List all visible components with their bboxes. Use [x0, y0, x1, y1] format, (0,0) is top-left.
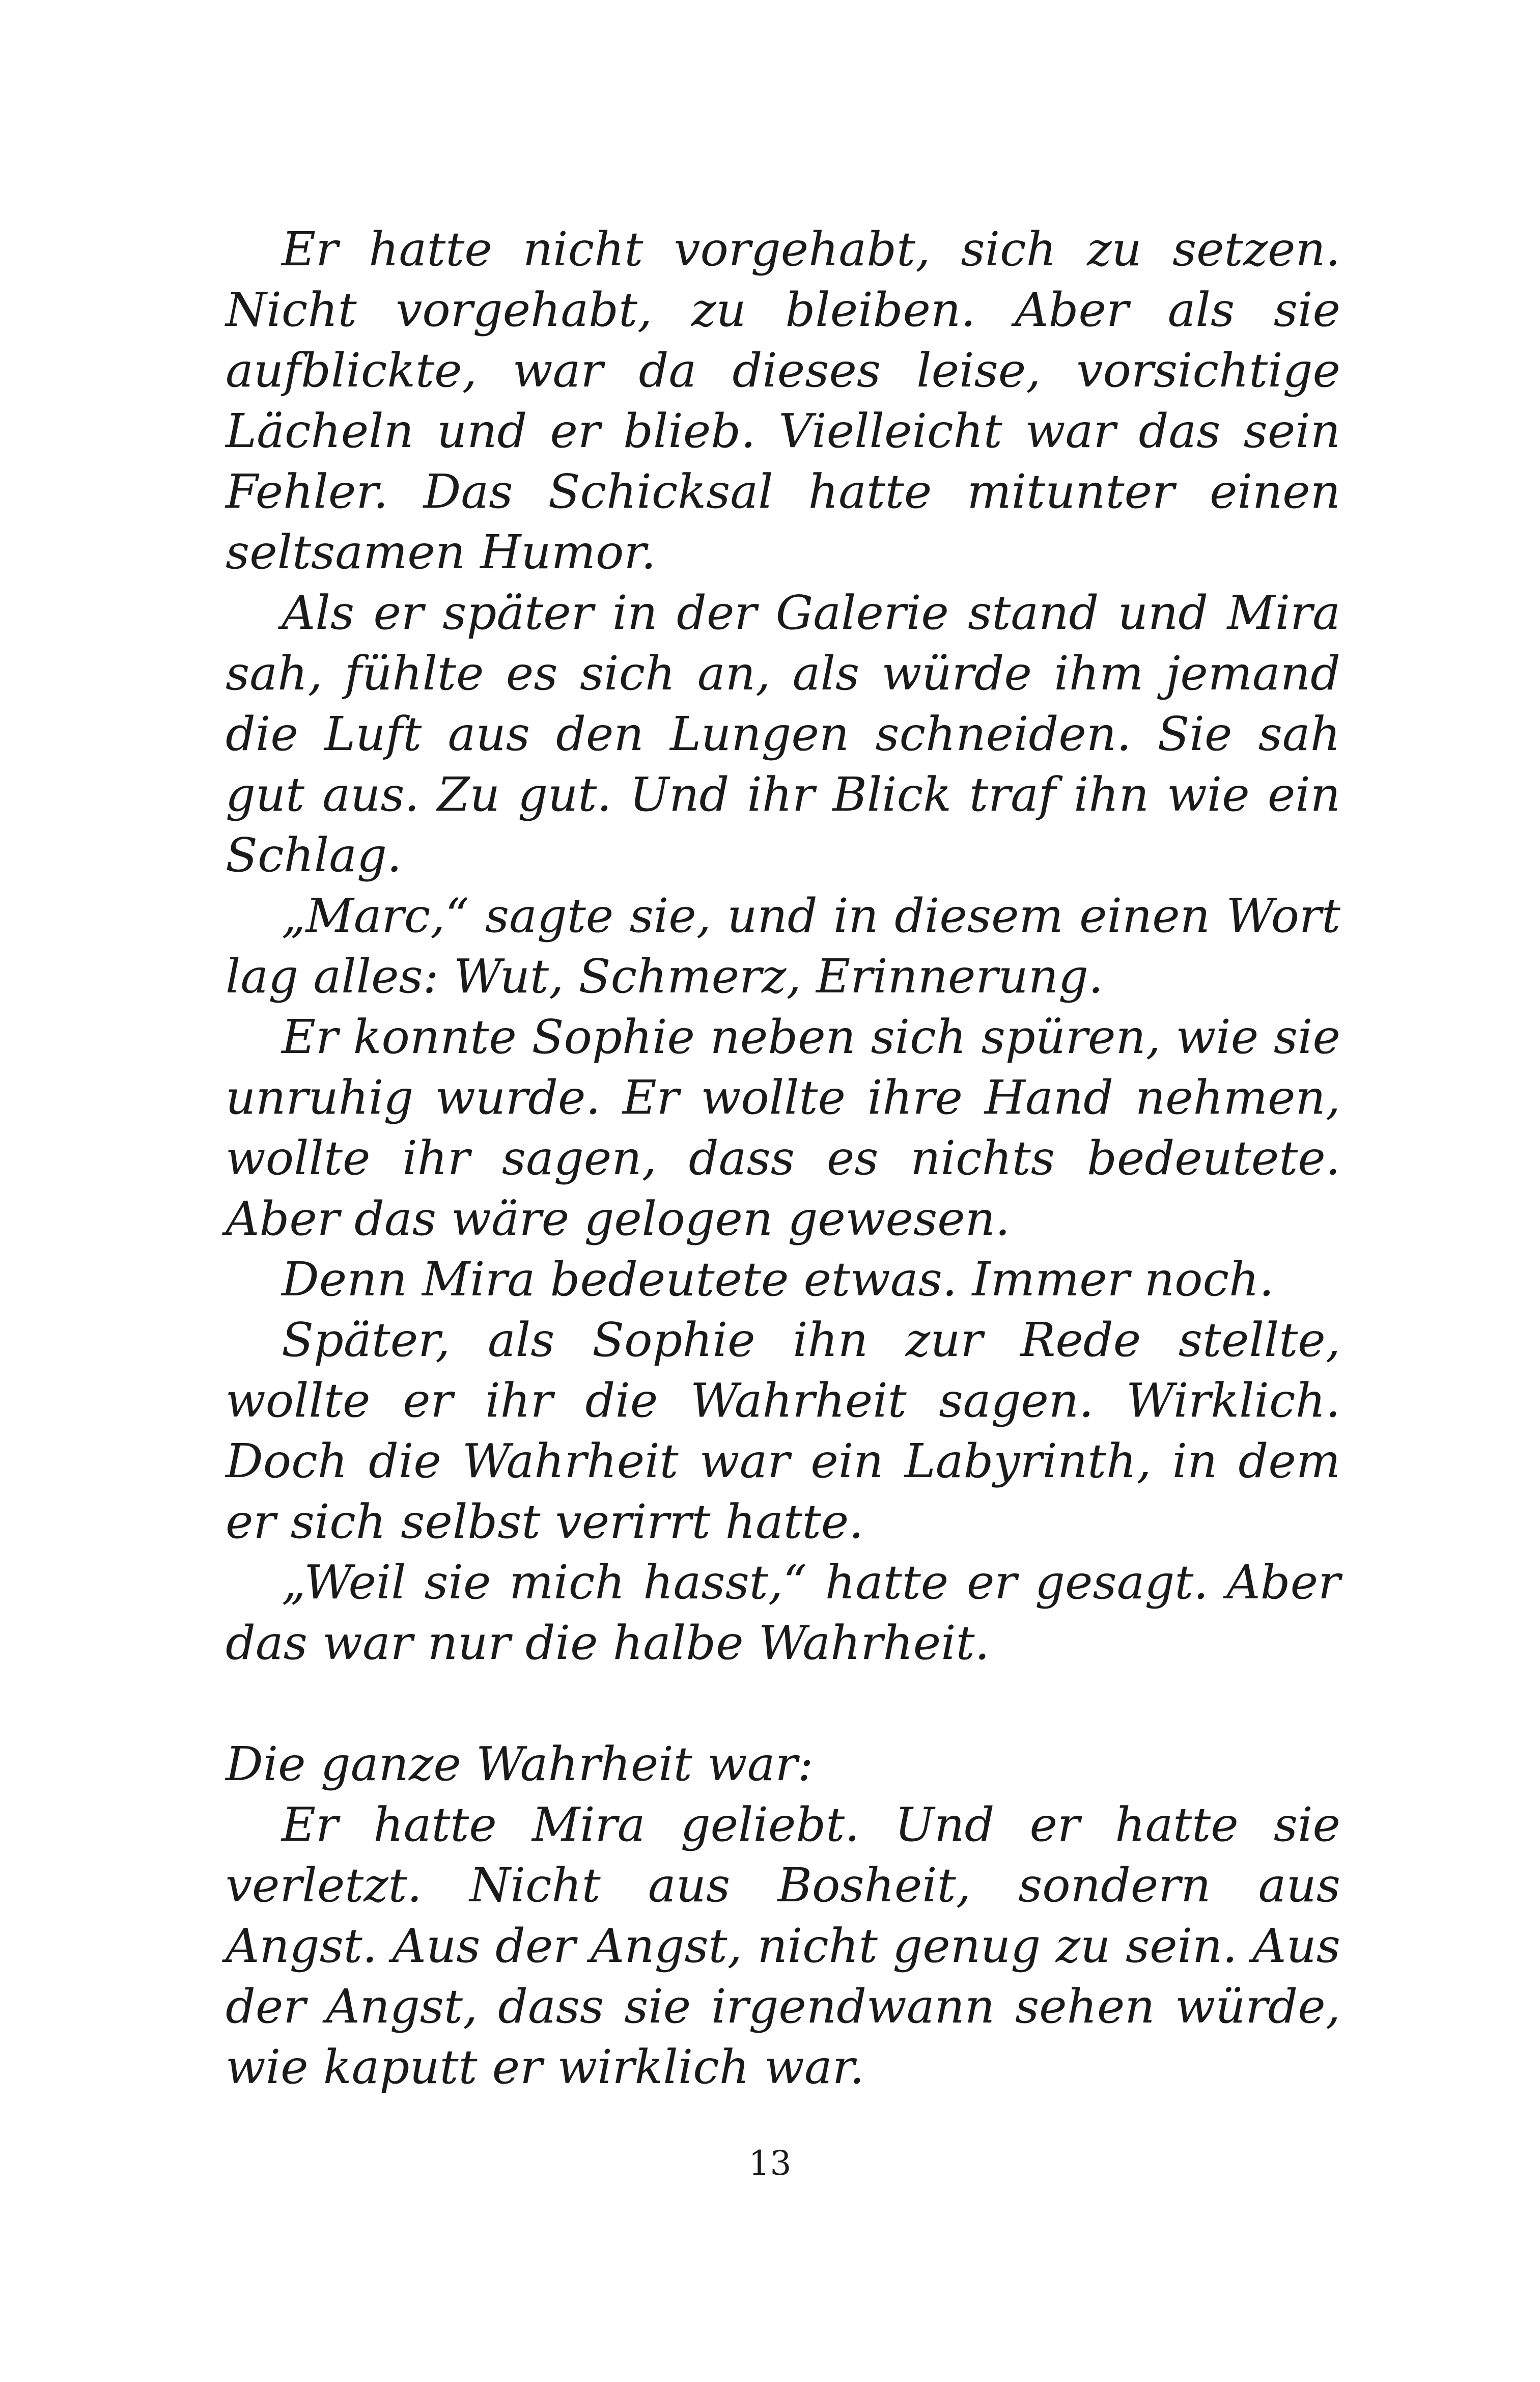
- section-gap: [226, 1673, 1340, 1734]
- paragraph: Die ganze Wahrheit war:: [226, 1737, 814, 1791]
- paragraph: „Weil sie mich hasst,“ hatte er gesagt. Aber das war nur die halbe Wahrheit.: [226, 1555, 1340, 1670]
- body-text: [226, 219, 1340, 2097]
- page-number: 13: [748, 2144, 792, 2183]
- paragraph: Er hatte Mira geliebt. Und er hatte sie verletzt. Nicht aus Bosheit, sondern aus Angst. Aus der Angst, nicht genug zu sein. Aus der Angst, dass sie irgendwann sehen würde, wie kaputt er wirklich war.: [226, 1797, 1340, 2094]
- paragraph: Später, als Sophie ihn zur Rede stellte, wollte er ihr die Wahrheit sagen. Wirklich. Doch die Wahrheit war ein Labyrinth, in dem er sich selbst verirrt hatte.: [226, 1313, 1340, 1549]
- paragraph: Er konnte Sophie neben sich spüren, wie sie unruhig wurde. Er wollte ihre Hand nehmen, wollte ihr sagen, dass es nichts bedeutete. Aber das wäre gelogen gewesen.: [226, 1010, 1340, 1246]
- paragraph: Denn Mira bedeutete etwas. Immer noch.: [282, 1252, 1274, 1307]
- paragraph: Er hatte nicht vorgehabt, sich zu setzen. Nicht vorgehabt, zu bleiben. Aber als sie aufblickte, war da dieses leise, vorsichtige Lächeln und er blieb. Vielleicht war das sein Fehler. Das Schicksal hatte mitunter einen seltsamen Humor.: [226, 222, 1340, 579]
- paragraph: Als er später in der Galerie stand und Mira sah, fühlte es sich an, als würde ihm jemand die Luft aus den Lungen schneiden. Sie sah gut aus. Zu gut. Und ihr Blick traf ihn wie ein Schlag.: [226, 586, 1340, 882]
- paragraph: „Marc,“ sagte sie, und in diesem einen Wort lag alles: Wut, Schmerz, Erinnerung.: [226, 889, 1340, 1004]
